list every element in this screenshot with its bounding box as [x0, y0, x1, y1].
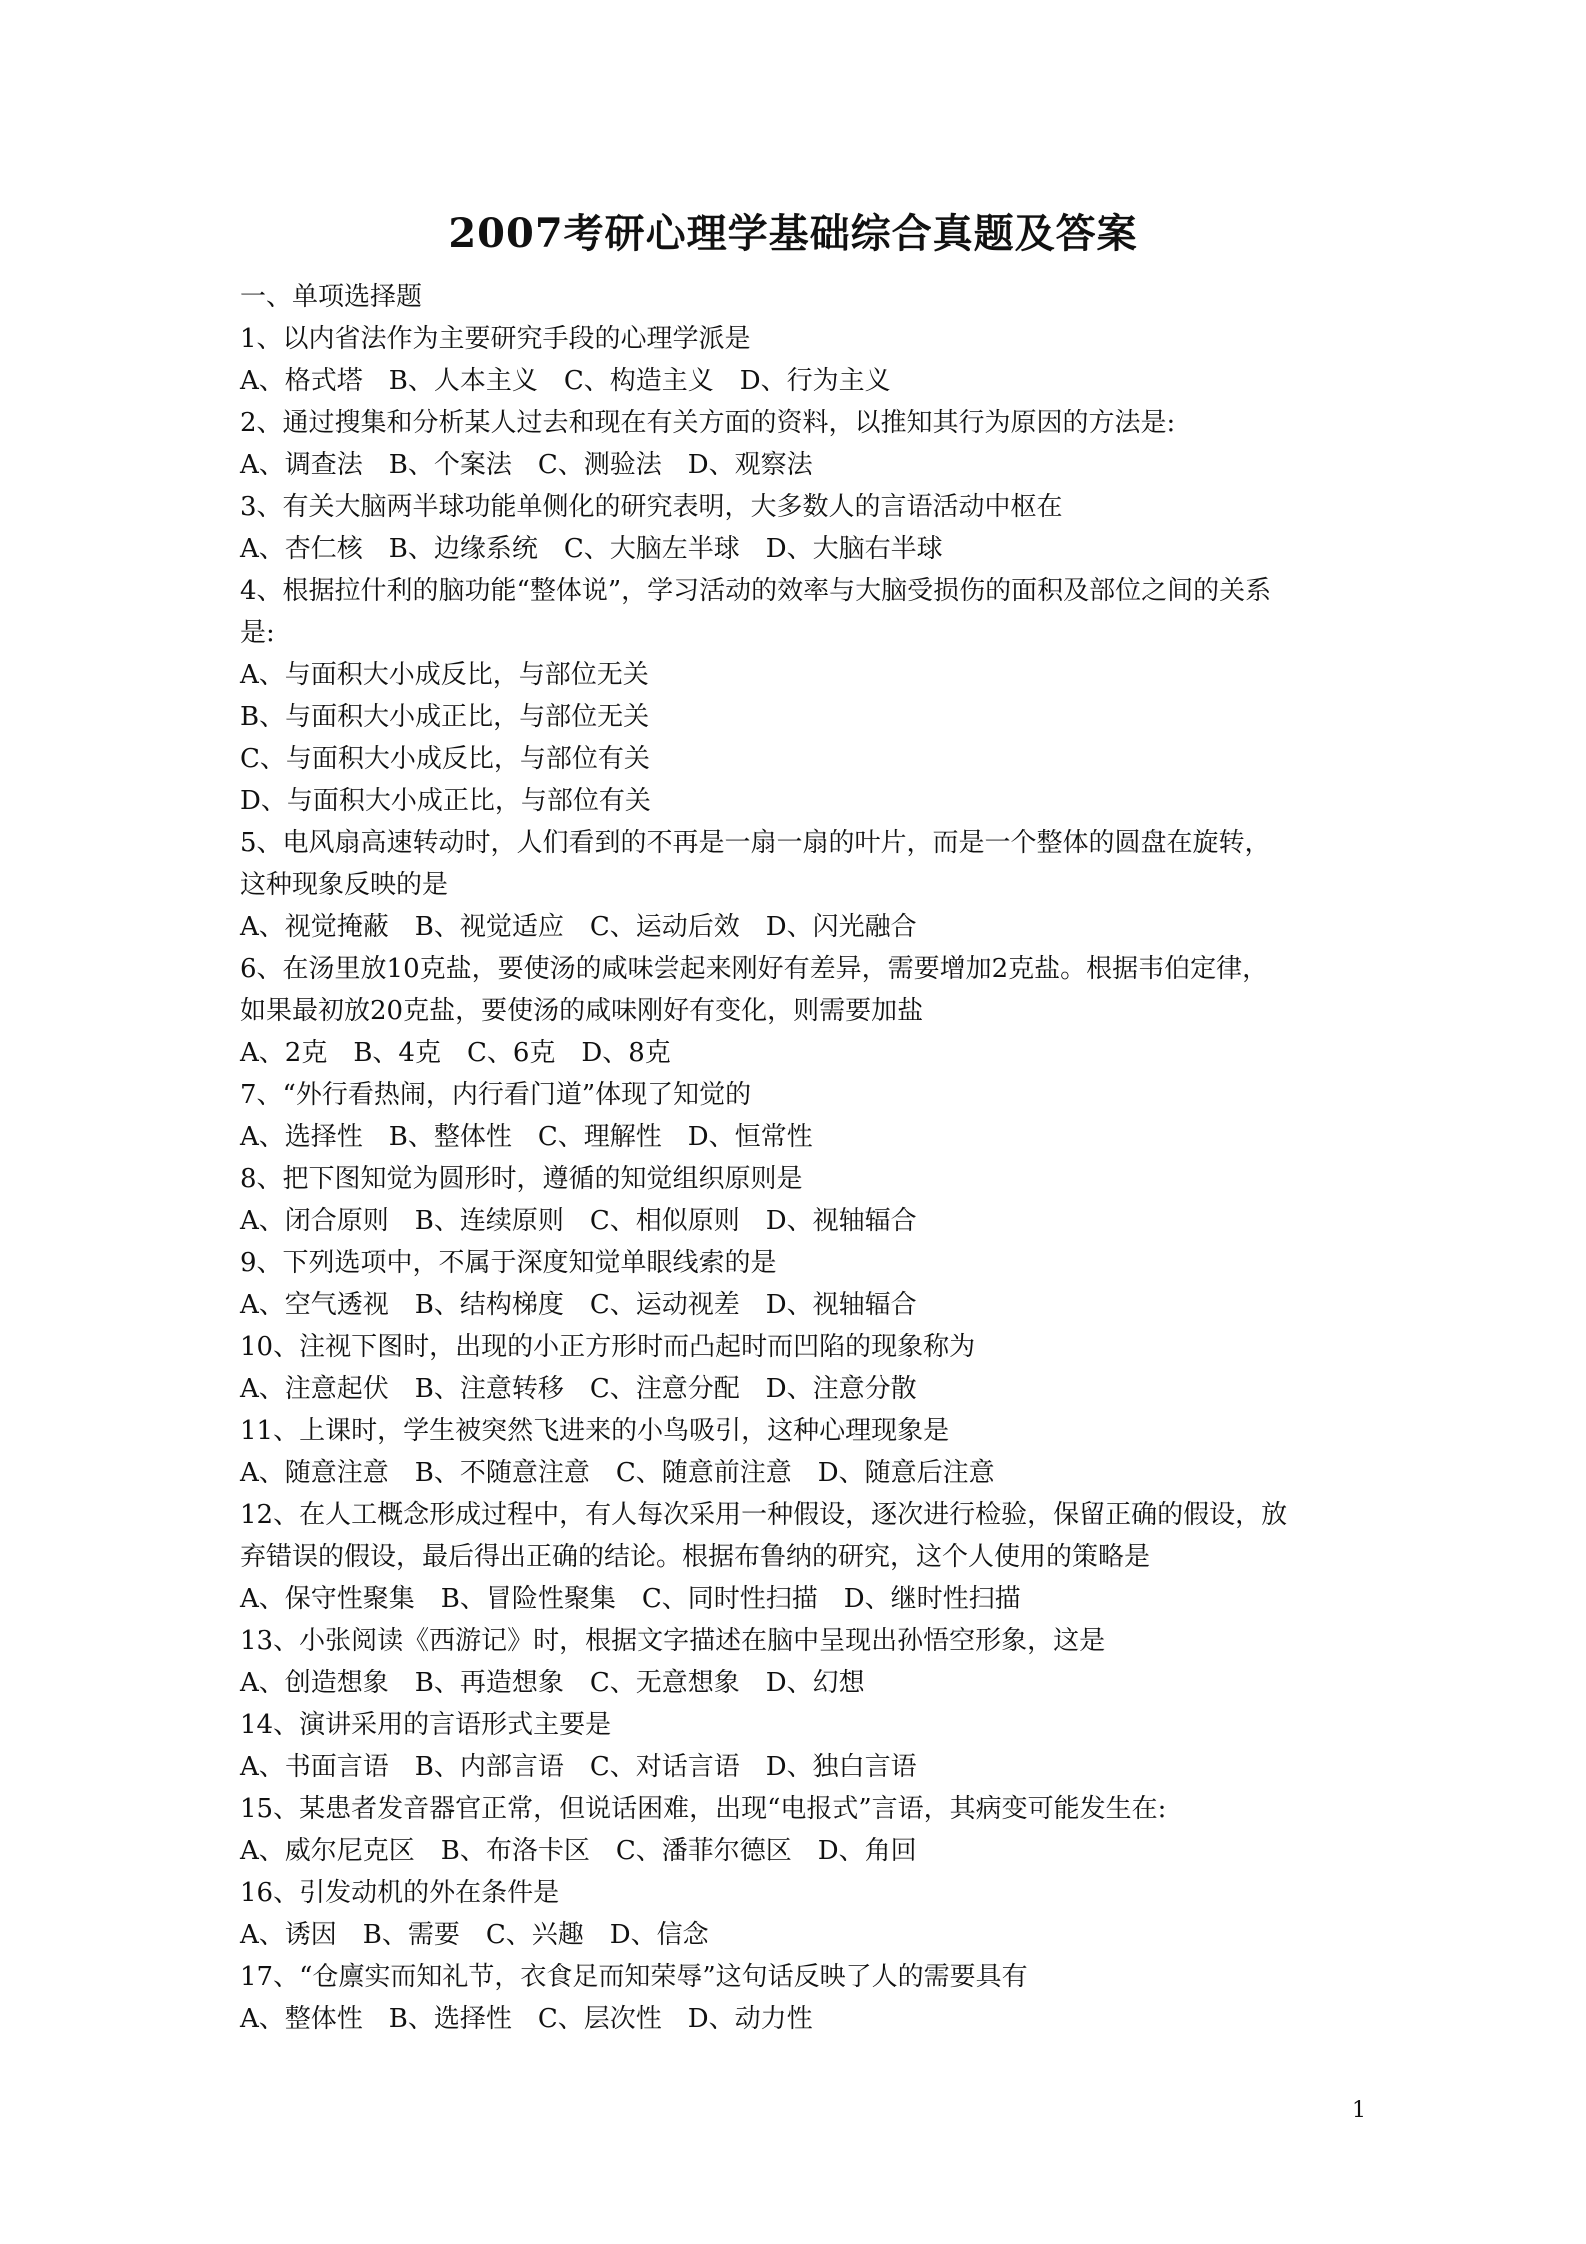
question-5-continued: 这种现象反映的是 — [240, 870, 449, 900]
question-8-options: A、闭合原则 B、连续原则 C、相似原则 D、视轴辐合 — [240, 1206, 917, 1236]
question-15-options: A、威尔尼克区 B、布洛卡区 C、潘菲尔德区 D、角回 — [240, 1836, 917, 1866]
page-number: 1 — [1352, 2098, 1366, 2123]
question-16-options: A、诱因 B、需要 C、兴趣 D、信念 — [240, 1920, 709, 1950]
question-4-option-b: B、与面积大小成正比，与部位无关 — [240, 702, 650, 732]
question-13: 13、小张阅读《西游记》时，根据文字描述在脑中呈现出孙悟空形象，这是 — [240, 1626, 1106, 1656]
question-14-options: A、书面言语 B、内部言语 C、对话言语 D、独白言语 — [240, 1752, 917, 1782]
question-6-options: A、2克 B、4克 C、6克 D、8克 — [240, 1038, 671, 1068]
question-9: 9、下列选项中，不属于深度知觉单眼线索的是 — [240, 1248, 777, 1278]
question-1: 1、以内省法作为主要研究手段的心理学派是 — [240, 324, 751, 354]
question-15: 15、某患者发音器官正常，但说话困难，出现“电报式”言语，其病变可能发生在: — [240, 1794, 1167, 1824]
question-17: 17、“仓廪实而知礼节，衣食足而知荣辱”这句话反映了人的需要具有 — [240, 1962, 1028, 1992]
question-6-continued: 如果最初放20克盐，要使汤的咸味刚好有变化，则需要加盐 — [240, 996, 924, 1026]
question-8: 8、把下图知觉为圆形时，遵循的知觉组织原则是 — [240, 1164, 803, 1194]
question-5-options: A、视觉掩蔽 B、视觉适应 C、运动后效 D、闪光融合 — [240, 912, 917, 942]
question-12-options: A、保守性聚集 B、冒险性聚集 C、同时性扫描 D、继时性扫描 — [240, 1584, 1021, 1614]
question-4-option-d: D、与面积大小成正比，与部位有关 — [240, 786, 651, 816]
question-1-options: A、格式塔 B、人本主义 C、构造主义 D、行为主义 — [240, 366, 891, 396]
question-16: 16、引发动机的外在条件是 — [240, 1878, 560, 1908]
question-10-options: A、注意起伏 B、注意转移 C、注意分配 D、注意分散 — [240, 1374, 917, 1404]
question-5: 5、电风扇高速转动时，人们看到的不再是一扇一扇的叶片，而是一个整体的圆盘在旋转， — [240, 828, 1271, 858]
question-2-options: A、调查法 B、个案法 C、测验法 D、观察法 — [240, 450, 813, 480]
question-4-option-a: A、与面积大小成反比，与部位无关 — [240, 660, 649, 690]
document-body — [240, 276, 1350, 2040]
question-11-options: A、随意注意 B、不随意注意 C、随意前注意 D、随意后注意 — [240, 1458, 995, 1488]
question-6: 6、在汤里放10克盐，要使汤的咸味尝起来刚好有差异，需要增加2克盐。根据韦伯定律， — [240, 954, 1269, 984]
question-4-option-c: C、与面积大小成反比，与部位有关 — [240, 744, 650, 774]
question-17-options: A、整体性 B、选择性 C、层次性 D、动力性 — [240, 2004, 813, 2034]
question-12-continued: 弃错误的假设，最后得出正确的结论。根据布鲁纳的研究，这个人使用的策略是 — [240, 1542, 1151, 1572]
question-3: 3、有关大脑两半球功能单侧化的研究表明，大多数人的言语活动中枢在 — [240, 492, 1063, 522]
question-14: 14、演讲采用的言语形式主要是 — [240, 1710, 612, 1740]
document-title: 2007考研心理学基础综合真题及答案 — [448, 210, 1138, 257]
question-13-options: A、创造想象 B、再造想象 C、无意想象 D、幻想 — [240, 1668, 865, 1698]
question-7: 7、“外行看热闹，内行看门道”体现了知觉的 — [240, 1080, 752, 1110]
question-9-options: A、空气透视 B、结构梯度 C、运动视差 D、视轴辐合 — [240, 1290, 917, 1320]
question-4-continued: 是: — [240, 618, 275, 648]
question-7-options: A、选择性 B、整体性 C、理解性 D、恒常性 — [240, 1122, 813, 1152]
question-2: 2、通过搜集和分析某人过去和现在有关方面的资料，以推知其行为原因的方法是: — [240, 408, 1176, 438]
section-heading: 一、单项选择题 — [240, 282, 423, 312]
question-11: 11、上课时，学生被突然飞进来的小鸟吸引，这种心理现象是 — [240, 1416, 950, 1446]
question-10: 10、注视下图时，出现的小正方形时而凸起时而凹陷的现象称为 — [240, 1332, 976, 1362]
question-3-options: A、杏仁核 B、边缘系统 C、大脑左半球 D、大脑右半球 — [240, 534, 943, 564]
question-12: 12、在人工概念形成过程中，有人每次采用一种假设，逐次进行检验，保留正确的假设，放 — [240, 1500, 1288, 1530]
question-4: 4、根据拉什利的脑功能“整体说”，学习活动的效率与大脑受损伤的面积及部位之间的关系 — [240, 576, 1272, 606]
